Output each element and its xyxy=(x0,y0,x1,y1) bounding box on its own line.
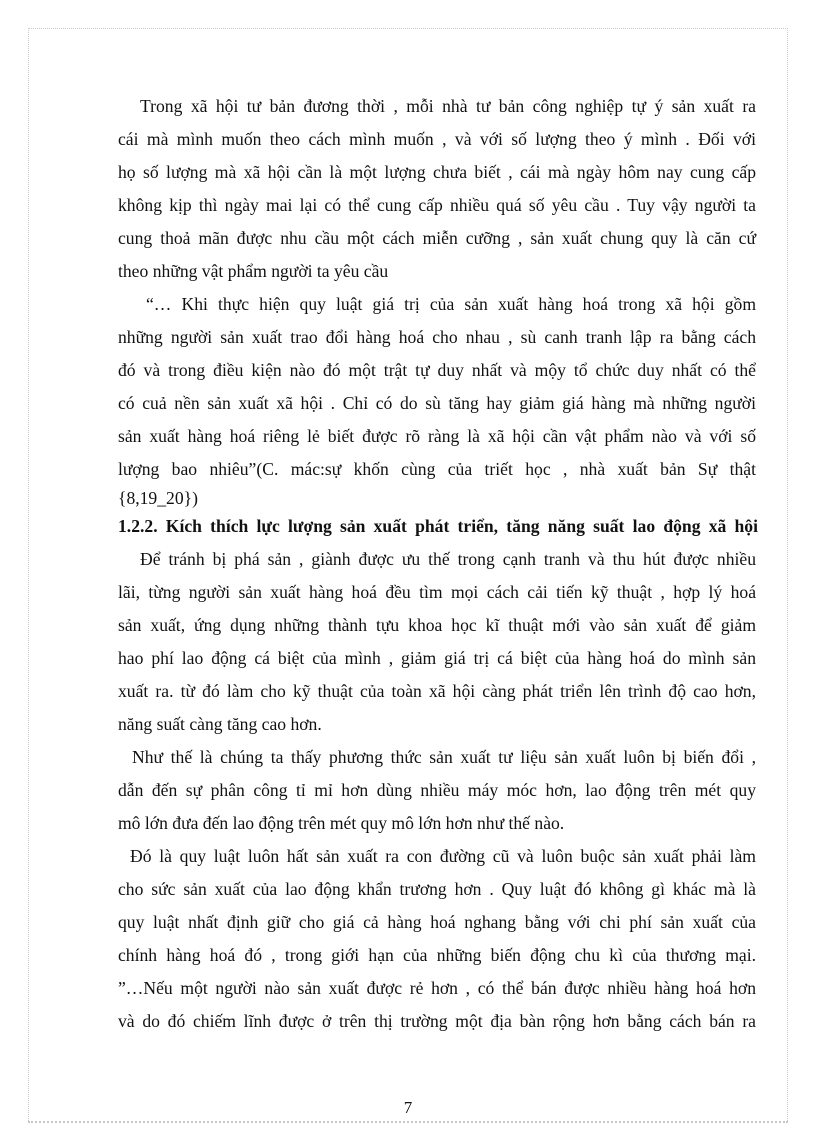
text-line: lãi, từng người sản xuất hàng hoá đều tìm mọi cách cải tiến kỹ thuật , hợp lý hoá xyxy=(118,582,756,602)
text-line: xuất ra. từ đó làm cho kỹ thuật của toàn xã hội càng phát triển lên trình độ cao hơn, xyxy=(118,681,756,701)
text-line: năng suất càng tăng cao hơn. xyxy=(118,714,322,734)
text-line: Như thế là chúng ta thấy phương thức sản xuất tư liệu sản xuất luôn bị biến đổi , xyxy=(132,747,756,767)
text-line: sản xuất hàng hoá riêng lẻ biết được rõ ràng là xã hội cần vật phẩm nào và với số xyxy=(118,426,756,446)
text-line: họ số lượng mà xã hội cần là một lượng chưa biết , cái mà ngày hôm nay cung cấp xyxy=(118,162,756,182)
text-line: chính hàng hoá đó , trong giới hạn của những biến động chu kì của thương mại. xyxy=(118,945,756,965)
text-line: và do đó chiếm lĩnh được ở trên thị trường một địa bàn rộng hơn bằng cách bán ra xyxy=(118,1011,756,1031)
text-line: mô lớn đưa đến lao động trên mét quy mô lớn hơn như thế nào. xyxy=(118,813,565,833)
text-line: đó và trong điều kiện nào đó một trật tự duy nhất và mộy tổ chức duy nhất có thể xyxy=(118,360,756,380)
text-line: Đó là quy luật luôn hất sản xuất ra con đường cũ và luôn buộc sản xuất phải làm xyxy=(130,846,756,866)
text-line: không kịp thì ngày mai lại có thể cung cấp nhiều quá số yêu cầu . Tuy vậy người ta xyxy=(118,195,756,215)
page-number: 7 xyxy=(403,1098,413,1117)
text-line: “… Khi thực hiện quy luật giá trị của sản xuất hàng hoá trong xã hội gồm xyxy=(146,294,756,314)
text-line: lượng bao nhiêu”(C. mác:sự khốn cùng của triết học , nhà xuất bản Sự thật xyxy=(118,459,756,479)
text-line: Để tránh bị phá sản , giành được ưu thế trong cạnh tranh và thu hút được nhiều xyxy=(140,549,756,569)
text-line: ”…Nếu một người nào sản xuất được rẻ hơn , có thể bán được nhiều hàng hoá hơn xyxy=(118,978,756,998)
section-heading: 1.2.2. Kích thích lực lượng sản xuất phát triển, tăng năng suất lao động xã hội xyxy=(118,516,758,536)
text-line: cung thoả mãn được nhu cầu một cách miễn cưỡng , sản xuất chung quy là căn cứ xyxy=(118,228,756,248)
text-line: hao phí lao động cá biệt của mình , giảm giá trị cá biệt của hàng hoá do mình sản xyxy=(118,648,756,668)
text-line: có cuả nền sản xuất xã hội . Chỉ có do sù tăng hay giảm giá hàng mà những người xyxy=(118,393,756,413)
text-line: Trong xã hội tư bản đương thời , mỗi nhà tư bản công nghiệp tự ý sản xuất ra xyxy=(140,96,756,116)
text-line: cái mà mình muốn theo cách mình muốn , và với số lượng theo ý mình . Đối với xyxy=(118,129,756,149)
text-line: dẫn đến sự phân công tỉ mỉ hơn dùng nhiều máy móc hơn, lao động trên mét quy xyxy=(118,780,756,800)
text-line: theo những vật phẩm người ta yêu cầu xyxy=(118,261,389,281)
text-line: cho sức sản xuất của lao động khẩn trương hơn . Quy luật đó không gì khác mà là xyxy=(118,879,756,899)
text-line: quy luật nhất định giữ cho giá cả hàng hoá nghang bằng với chi phí sản xuất của xyxy=(118,912,756,932)
text-line: những người sản xuất trao đổi hàng hoá cho nhau , sù canh tranh lập ra bằng cách xyxy=(118,327,756,347)
text-line: {8,19_20}) xyxy=(118,488,198,508)
text-line: sản xuất, ứng dụng những thành tựu khoa học kĩ thuật mới vào sản xuất để giảm xyxy=(118,615,756,635)
